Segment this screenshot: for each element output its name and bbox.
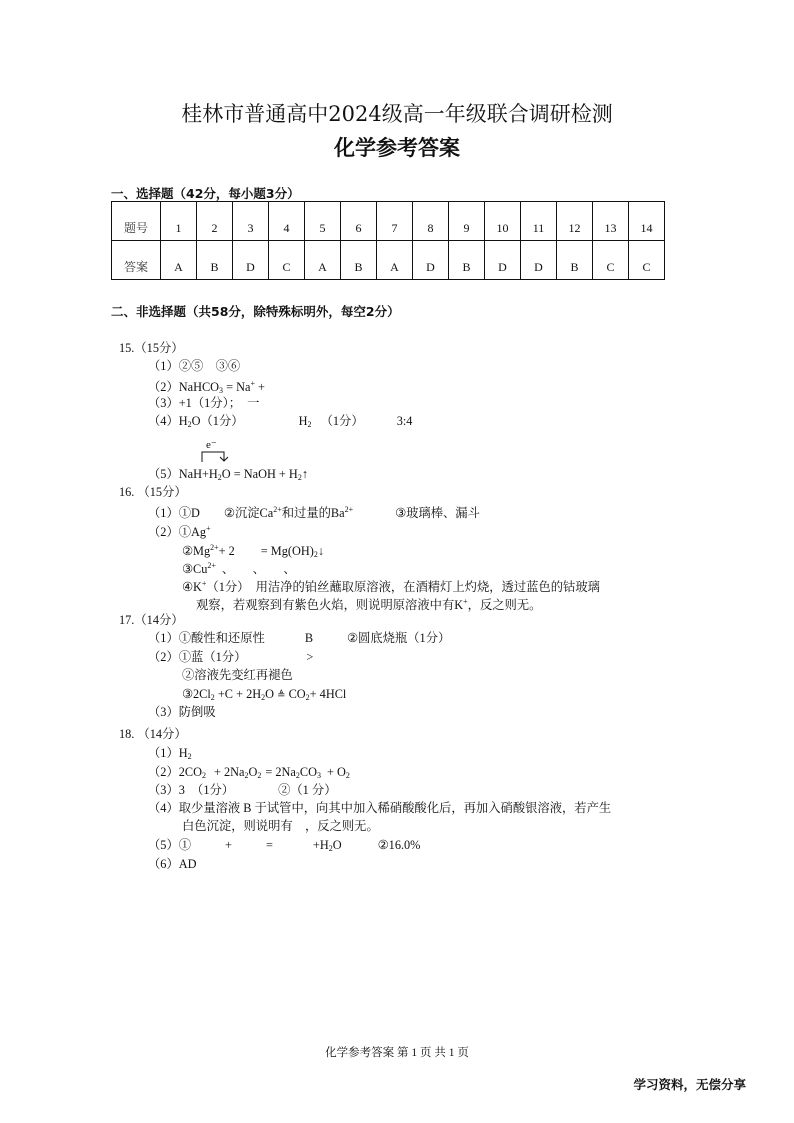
q18-part3: （3）3 （1分） ②（1 分） bbox=[148, 783, 337, 797]
q18-part4-cont: 白色沉淀，则说明有 ，反之则无。 bbox=[182, 819, 379, 833]
section2-heading: 二、非选择题（共58分，除特殊标明外，每空2分） bbox=[111, 304, 400, 319]
q15-part4: $(4)H_2O(1$分） $H_2$ （1分） 3:4 bbox=[148, 414, 413, 429]
question-number-cell: 9 bbox=[449, 202, 485, 241]
answer-cell: B bbox=[341, 241, 377, 280]
question-number-cell: 8 bbox=[413, 202, 449, 241]
question-number-cell: 10 bbox=[485, 202, 521, 241]
q18-heading: 18. （14分） bbox=[119, 727, 187, 741]
row-label-question: 题号 bbox=[112, 202, 161, 241]
answer-row bbox=[112, 241, 665, 280]
answer-cell: A bbox=[377, 241, 413, 280]
q18-part1: $(1)H_2$ bbox=[148, 746, 192, 761]
q17-part1: （1）①酸性和还原性 B ②圆底烧瓶（1分） bbox=[148, 631, 451, 645]
row-label-answer: 答案 bbox=[112, 241, 161, 280]
question-number-cell: 3 bbox=[233, 202, 269, 241]
page-subtitle: 化学参考答案 bbox=[334, 136, 460, 160]
q16-heading: 16. （15分） bbox=[119, 485, 187, 499]
question-number-cell: 5 bbox=[305, 202, 341, 241]
watermark-text: 学习资料，无偿分享 bbox=[633, 1077, 746, 1092]
q18-part2: $(2)2CO_2 + 2Na_2O_2 = 2Na_2CO_3 + O_2$ bbox=[148, 765, 350, 780]
electron-transfer-label: e⁻ bbox=[206, 439, 217, 451]
question-number-cell: 1 bbox=[161, 202, 197, 241]
question-number-cell: 2 bbox=[197, 202, 233, 241]
answer-cell: B bbox=[557, 241, 593, 280]
answer-cell: A bbox=[161, 241, 197, 280]
question-number-row bbox=[112, 202, 665, 241]
q18-part6: （6）AD bbox=[148, 857, 197, 871]
answer-table bbox=[111, 201, 665, 280]
answer-cell: D bbox=[521, 241, 557, 280]
q17-part2-2: ②溶液先变红再褪色 bbox=[182, 668, 293, 682]
question-number-cell: 6 bbox=[341, 202, 377, 241]
q15-heading: 15.（15分） bbox=[119, 341, 184, 355]
q17-part3: （3）防倒吸 bbox=[148, 705, 216, 719]
answer-cell: A bbox=[305, 241, 341, 280]
q18-part5: （5）① + = $+H_2O$ ②16.0% bbox=[148, 838, 421, 853]
answer-cell: D bbox=[485, 241, 521, 280]
electron-transfer-arrow bbox=[200, 448, 230, 464]
q16-part2-4-cont: 观察，若观察到有紫色火焰，则说明原溶液中有K+，反之则无。 bbox=[196, 597, 542, 612]
page-footer: 化学参考答案 第 1 页 共 1 页 bbox=[325, 1047, 469, 1059]
question-number-cell: 12 bbox=[557, 202, 593, 241]
answer-cell: D bbox=[233, 241, 269, 280]
q16-part2-1: （2）①Ag+ bbox=[148, 524, 211, 539]
q18-part4: （4）取少量溶液 B 于试管中，向其中加入稀硝酸酸化后，再加入硝酸银溶液，若产生 bbox=[148, 801, 612, 815]
answer-cell: B bbox=[449, 241, 485, 280]
q15-part2: （2）NaHCO$_3$ = Na+ + bbox=[148, 379, 265, 395]
answer-cell: C bbox=[629, 241, 665, 280]
question-number-cell: 14 bbox=[629, 202, 665, 241]
section1-heading: 一、选择题（42分，每小题3分） bbox=[111, 186, 300, 201]
question-number-cell: 4 bbox=[269, 202, 305, 241]
q15-part5: $(5)NaH+H_2O$ = NaOH + $H_2↑$ bbox=[148, 467, 308, 482]
q16-part2-4: ④K+（1分） 用洁净的铂丝蘸取原溶液，在酒精灯上灼烧，透过蓝色的钴玻璃 bbox=[182, 579, 600, 594]
page-title: 桂林市普通高中2024级高一年级联合调研检测 bbox=[181, 102, 613, 126]
answer-cell: C bbox=[269, 241, 305, 280]
question-number-cell: 11 bbox=[521, 202, 557, 241]
q16-part2-3: $③Cu^{2+}$ 、 、 、 bbox=[182, 561, 296, 576]
q16-part1: （1）①D ②沉淀$Ca^{2+}$和过量的$Ba^{2+}$ ③玻璃棒、漏斗 bbox=[148, 505, 480, 520]
answer-cell: C bbox=[593, 241, 629, 280]
q17-heading: 17.（14分） bbox=[119, 613, 184, 627]
answer-cell: B bbox=[197, 241, 233, 280]
question-number-cell: 7 bbox=[377, 202, 413, 241]
q17-part2-1: （2）①蓝（1分） > bbox=[148, 650, 314, 664]
question-number-cell: 13 bbox=[593, 202, 629, 241]
answer-cell: D bbox=[413, 241, 449, 280]
q15-part1: （1）②⑤ ③⑥ bbox=[148, 359, 241, 373]
q17-part2-3: $③2Cl_2 +C + 2H_2O$ ≜ $CO_2+ 4HCl$ bbox=[182, 687, 347, 702]
q15-part3: （3）+1（1分）； 一 bbox=[148, 396, 260, 410]
q16-part2-2: $②Mg^{2+}+ 2$ = $Mg(OH)_2↓$ bbox=[182, 543, 324, 559]
